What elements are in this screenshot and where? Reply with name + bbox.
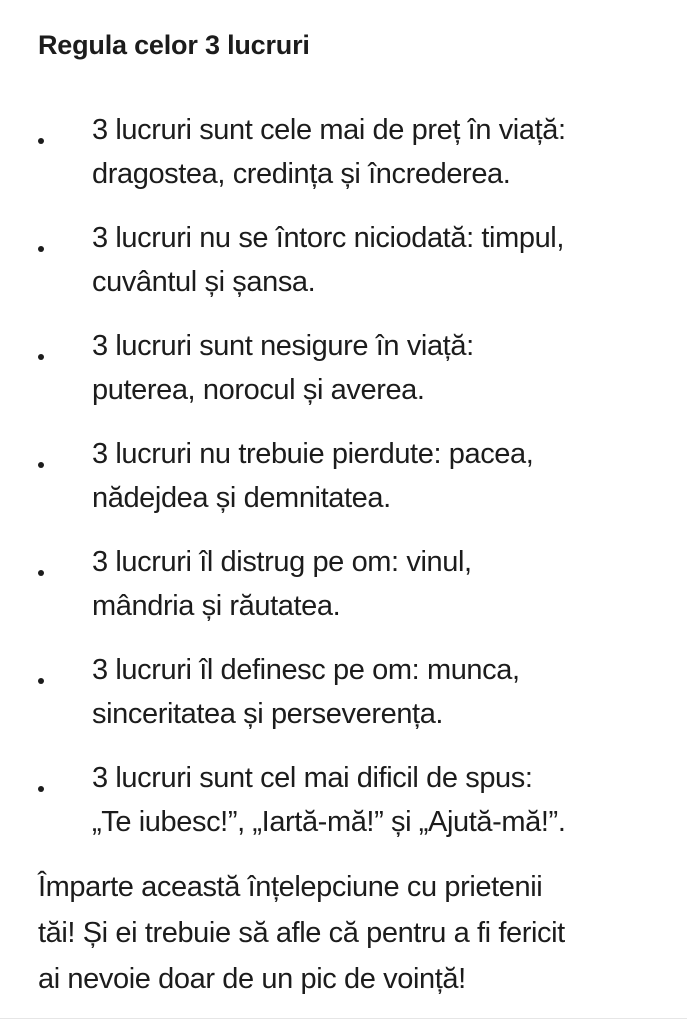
list-item-line: puterea, norocul și averea.: [92, 374, 425, 406]
bullet-icon: [38, 138, 44, 144]
closing-line: Împarte această înțelepciune cu prietenii: [38, 871, 543, 903]
list-item-line: 3 lucruri îl distrug pe om: vinul,: [92, 546, 472, 578]
list-item-line: „Te iubesc!”, „Iartă-mă!” și „Ajută-mă!”.: [92, 806, 566, 838]
list-item: [0, 324, 687, 432]
bullet-icon: [38, 786, 44, 792]
list-item: [0, 108, 687, 216]
list-item-line: 3 lucruri sunt cele mai de preț în viață:: [92, 114, 566, 146]
list-item-line: nădejdea și demnitatea.: [92, 482, 391, 514]
list-item-line: cuvântul și șansa.: [92, 266, 316, 298]
list-item-text: [92, 324, 672, 412]
list-item-line: 3 lucruri sunt cel mai dificil de spus:: [92, 762, 533, 794]
closing-line: ai nevoie doar de un pic de voință!: [38, 963, 466, 995]
list-item: [0, 540, 687, 648]
list-item-line: 3 lucruri nu trebuie pierdute: pacea,: [92, 438, 534, 470]
list-item-text: [92, 216, 672, 304]
bullet-icon: [38, 354, 44, 360]
rules-list: [0, 108, 687, 864]
list-item-line: dragostea, credința și încrederea.: [92, 158, 511, 190]
closing-line: tăi! Și ei trebuie să afle că pentru a fi fericit: [38, 917, 565, 949]
list-item-text: [92, 756, 672, 844]
list-item-line: 3 lucruri îl definesc pe om: munca,: [92, 654, 520, 686]
list-item-text: [92, 108, 672, 196]
list-item: [0, 432, 687, 540]
page-title: Regula celor 3 lucruri: [38, 30, 310, 60]
divider: [0, 1018, 687, 1019]
list-item-text: [92, 432, 672, 520]
list-item-line: 3 lucruri nu se întorc niciodată: timpul,: [92, 222, 564, 254]
list-item: [0, 756, 687, 864]
closing-paragraph: [38, 864, 668, 1002]
list-item: [0, 648, 687, 756]
list-item-line: 3 lucruri sunt nesigure în viață:: [92, 330, 474, 362]
bullet-icon: [38, 462, 44, 468]
bullet-icon: [38, 246, 44, 252]
bullet-icon: [38, 570, 44, 576]
list-item-line: mândria și răutatea.: [92, 590, 341, 622]
list-item: [0, 216, 687, 324]
list-item-text: [92, 648, 672, 736]
list-item-line: sinceritatea și perseverența.: [92, 698, 444, 730]
bullet-icon: [38, 678, 44, 684]
list-item-text: [92, 540, 672, 628]
